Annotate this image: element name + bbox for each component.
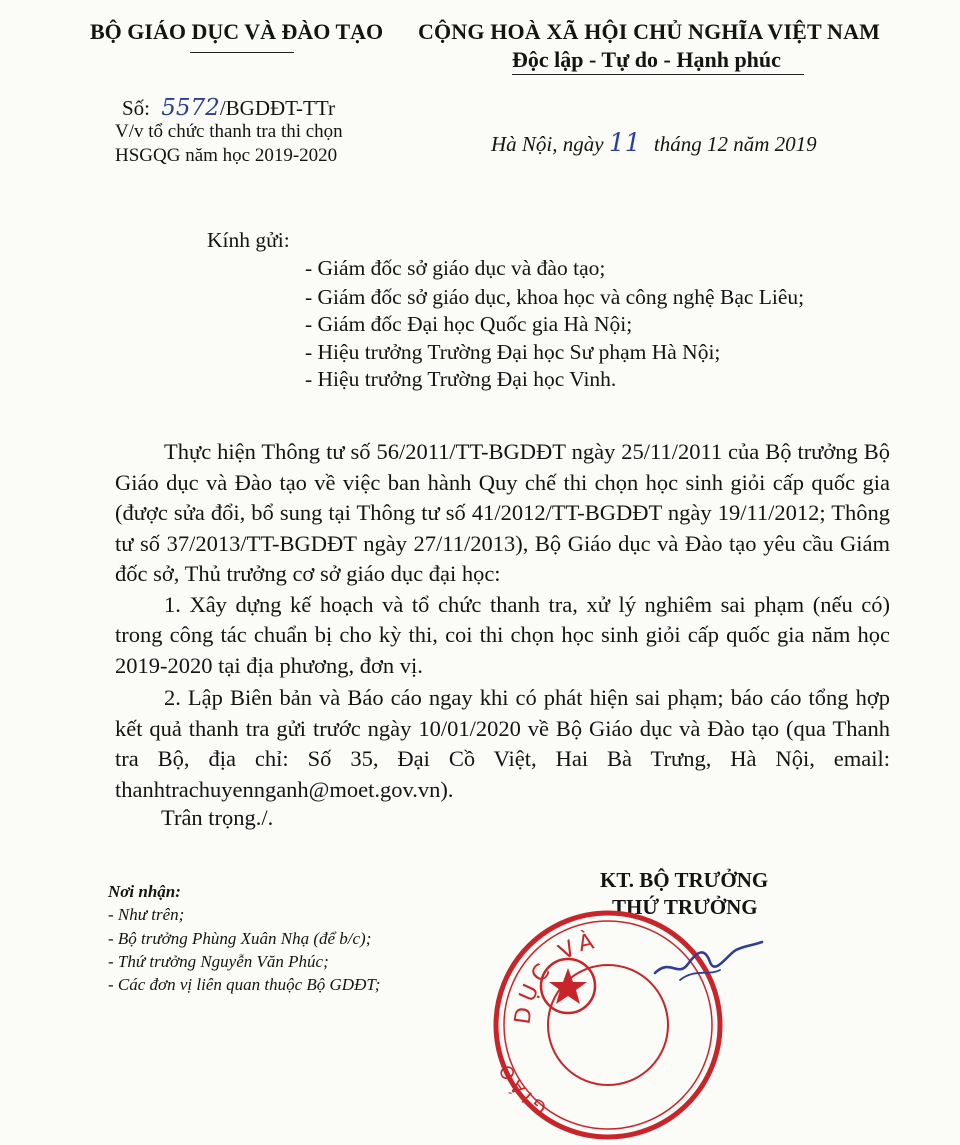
recipient-item: - Như trên; [108,905,185,924]
recipient-item: - Các đơn vị liên quan thuộc Bộ GDĐT; [108,975,381,994]
subject-line-1: V/v tổ chức thanh tra thi chọn [115,121,343,142]
point-2-paragraph: 2. Lập Biên bản và Báo cáo ngay khi có phát hiện sai phạm; báo cáo tổng hợp kết quả thanh tra gửi trước ngày 10/01/2020 về Bộ Giáo dục và Đào tạo (qua Thanh tra Bộ, địa chỉ: Số 35, Đại Cồ Việt, Hai Bà Trưng, Hà Nội, email: thanhtrachuyennganh@moet.gov.vn). [115,685,890,802]
doc-number-suffix: /BGDĐT-TTr [219,96,335,120]
recipients-title: Nơi nhận: [108,882,181,901]
issue-date [491,128,817,157]
seal-left-text [494,1058,551,1119]
ministry-name: BỘ GIÁO DỤC VÀ ĐÀO TẠO [90,19,384,44]
date-after: tháng 12 năm 2019 [653,132,817,156]
seal-top-textpath: DỤC VÀ [510,928,602,1026]
addressee-item: - Giám đốc Đại học Quốc gia Hà Nội; [305,312,633,336]
body-text [115,437,890,805]
country-name: CỘNG HOÀ XÃ HỘI CHỦ NGHĨA VIỆT NAM [418,19,881,44]
intro-paragraph: Thực hiện Thông tư số 56/2011/TT-BGDĐT ngày 25/11/2011 của Bộ trưởng Bộ Giáo dục và Đào tạo về việc ban hành Quy chế thi chọn học sinh giỏi cấp quốc gia (được sửa đổi, bổ sung tại Thông tư số 41/2012/TT-BGDĐT ngày 19/11/2012; Thông tư số 37/2013/TT-BGDĐT ngày 27/11/2013), Bộ Giáo dục và Đào tạo yêu cầu Giám đốc sở, Thủ trưởng cơ sở giáo dục đại học: [115,439,890,586]
addressee-item: - Hiệu trưởng Trường Đại học Sư phạm Hà Nội; [305,340,721,364]
document-number [122,95,335,121]
seal-left-textpath: GIÁO [493,1057,551,1119]
date-before: Hà Nội, ngày [491,132,604,156]
greeting: Kính gửi: [207,228,290,252]
ministry-underline [190,52,294,53]
addressee-item: - Giám đốc sở giáo dục, khoa học và công nghệ Bạc Liêu; [305,285,805,309]
motto-underline [512,74,804,75]
doc-number-prefix: Số: [122,96,151,120]
signature-title: KT. BỘ TRƯỞNG [600,868,769,892]
national-motto: Độc lập - Tự do - Hạnh phúc [512,47,781,72]
addressee-item: - Hiệu trưởng Trường Đại học Vinh. [305,367,617,391]
handwritten-signature-icon [650,928,770,988]
date-handwritten-day: 11 [608,128,641,157]
recipient-item: - Bộ trưởng Phùng Xuân Nhạ (để b/c); [108,929,372,948]
doc-number-handwritten: 5572 [161,95,220,121]
signature-subtitle: THỨ TRƯỞNG [612,895,758,919]
closing-text: Trân trọng./. [161,805,274,830]
addressee-item: - Giám đốc sở giáo dục và đào tạo; [305,256,606,280]
point-1-paragraph: 1. Xây dựng kế hoạch và tổ chức thanh tra, xử lý nghiêm sai phạm (nếu có) trong công tác chuẩn bị cho kỳ thi, coi thi chọn học sinh giỏi cấp quốc gia năm học 2019-2020 tại địa phương, đơn vị. [115,591,890,678]
recipient-item: - Thứ trưởng Nguyễn Văn Phúc; [108,952,329,971]
subject-line-2: HSGQG năm học 2019-2020 [115,145,338,166]
